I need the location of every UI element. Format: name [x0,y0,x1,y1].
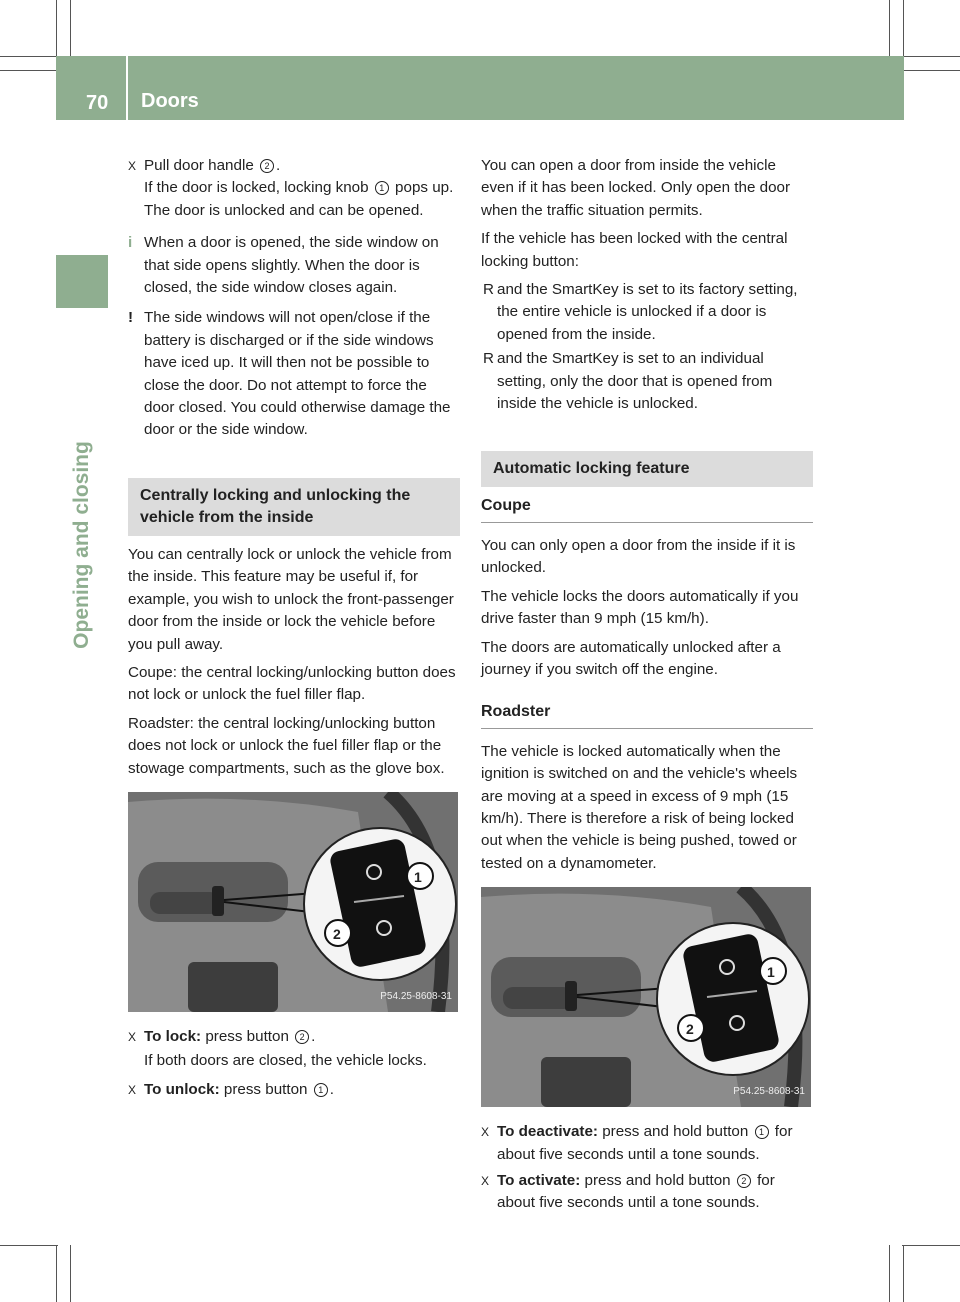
header-divider [126,56,128,120]
page-title: Doors [141,90,199,112]
callout-label: 1 [767,964,775,981]
callout-number: 1 [375,181,389,195]
callout-label: 1 [414,868,422,885]
figure-code: P54.25-8608-31 [733,1085,805,1097]
crop-mark [889,1245,890,1302]
section-heading: Centrally locking and unlocking the vehicle from the inside [128,478,460,536]
step-label: To unlock: [144,1080,220,1098]
paragraph: The vehicle locks the doors automatically if you drive faster than 9 mph (15 km/h). [481,587,799,628]
list-item [481,348,813,415]
side-tab-block [56,255,108,308]
step-text-cont: for about five seconds until a tone sounds. [497,1171,775,1212]
list-item [481,279,813,346]
paragraph: Coupe: the central locking/unlocking button does not lock or unlock the fuel filler flap. [128,663,456,704]
section-heading: Automatic locking feature [481,451,813,487]
right-column [481,155,813,1215]
crop-mark [903,0,904,58]
bullet-marker: R [483,350,494,368]
step-deactivate [481,1121,813,1166]
step-marker: X [128,159,137,173]
paragraph: The vehicle is locked automatically when the ignition is switched on and the vehicle's wheels are moving at a speed in excess of 9 mph (15 km/h). There is therefore a risk of being locked out when the vehicle is being pushed, towed or tested on a dynamometer. [481,742,798,872]
info-icon: i [128,234,133,252]
step-result-text: If the door is locked, locking knob [144,179,369,197]
bullet-marker: R [483,281,494,299]
step-text: press and hold button [584,1171,731,1189]
crop-mark [56,0,57,58]
callout-number: 2 [260,159,274,173]
door-button-figure [128,792,458,1012]
subsection-heading: Coupe [481,495,813,522]
info-note-text: When a door is opened, the side window on that side opens slightly. When the door is closed, the side window closes again. [144,234,439,297]
crop-mark [902,56,960,57]
step-text: press button [223,1080,308,1098]
step-pull-handle [128,155,460,177]
door-button-figure [481,887,811,1107]
page-number: 70 [86,92,109,114]
crop-mark [56,1245,57,1302]
step-marker: X [481,1173,490,1188]
paragraph: You can open a door from inside the vehicle even if it has been locked. Only open the door when the traffic situation permits. [481,157,791,219]
crop-mark [0,1245,58,1246]
step-tail: . [311,1027,316,1045]
step-marker: X [128,1082,137,1097]
step-result [128,177,460,222]
warning-icon: ! [128,309,134,327]
callout-label: 2 [333,925,341,942]
paragraph: Roadster: the central locking/unlocking button does not lock or unlock the fuel filler flap or the stowage compartments, such as the glove box. [128,714,445,777]
step-text: press and hold button [602,1123,749,1141]
crop-mark [0,56,58,57]
crop-mark [70,0,71,58]
step-label: To lock: [144,1027,202,1045]
info-note [128,232,460,299]
crop-mark [903,1245,904,1302]
crop-mark [0,70,58,71]
step-label: To activate: [497,1171,581,1189]
step-result: If both doors are closed, the vehicle locks. [144,1052,427,1070]
crop-mark [889,0,890,58]
paragraph: If the vehicle has been locked with the central locking button: [481,230,788,270]
crop-mark [902,1245,960,1246]
left-column [128,155,460,1101]
step-text: press button [205,1027,289,1045]
step-unlock [128,1079,460,1101]
list-item-text: and the SmartKey is set to its factory setting, the entire vehicle is unlocked if a door is opened from the inside. [497,281,798,343]
crop-mark [902,70,960,71]
figure-code: P54.25-8608-31 [380,990,452,1002]
warning-note-text: The side windows will not open/close if the battery is discharged or if the side windows have iced up. It will then not be possible to close the door. Do not attempt to force the door closed. You could otherwise damage the door or the side window. [144,309,451,439]
step-text-cont: for about five seconds until a tone sounds. [497,1123,793,1163]
crop-mark [70,1245,71,1302]
warning-note [128,307,460,441]
door-panel-illustration [128,792,458,1012]
step-marker: X [481,1125,490,1140]
callout-number: 2 [737,1174,751,1188]
callout-number: 1 [755,1125,769,1139]
paragraph: You can only open a door from the inside if it is unlocked. [481,536,796,577]
step-text: Pull door handle [144,157,254,174]
step-lock [128,1026,460,1048]
list-item-text: and the SmartKey is set to an individual setting, only the door that is opened from inside the vehicle is unlocked. [497,350,773,413]
callout-number: 1 [314,1083,328,1097]
step-tail: . [276,157,281,174]
step-label: To deactivate: [497,1123,598,1141]
paragraph: You can centrally lock or unlock the vehicle from the inside. This feature may be useful if, for example, you wish to unlock the front-passenger door from the inside or lock the vehicle before you pull away. [128,545,454,653]
door-panel-illustration [481,887,811,1107]
step-result-text-cont: pops up. The door is unlocked and can be opened. [144,179,454,219]
callout-label: 2 [686,1021,694,1038]
subsection-heading: Roadster [481,701,813,728]
paragraph: The doors are automatically unlocked after a journey if you switch off the engine. [481,638,781,678]
side-tab-label: Opening and closing [70,441,93,649]
callout-number: 2 [295,1030,309,1044]
step-activate [481,1170,813,1215]
step-marker: X [128,1029,137,1044]
step-tail: . [329,1080,334,1098]
